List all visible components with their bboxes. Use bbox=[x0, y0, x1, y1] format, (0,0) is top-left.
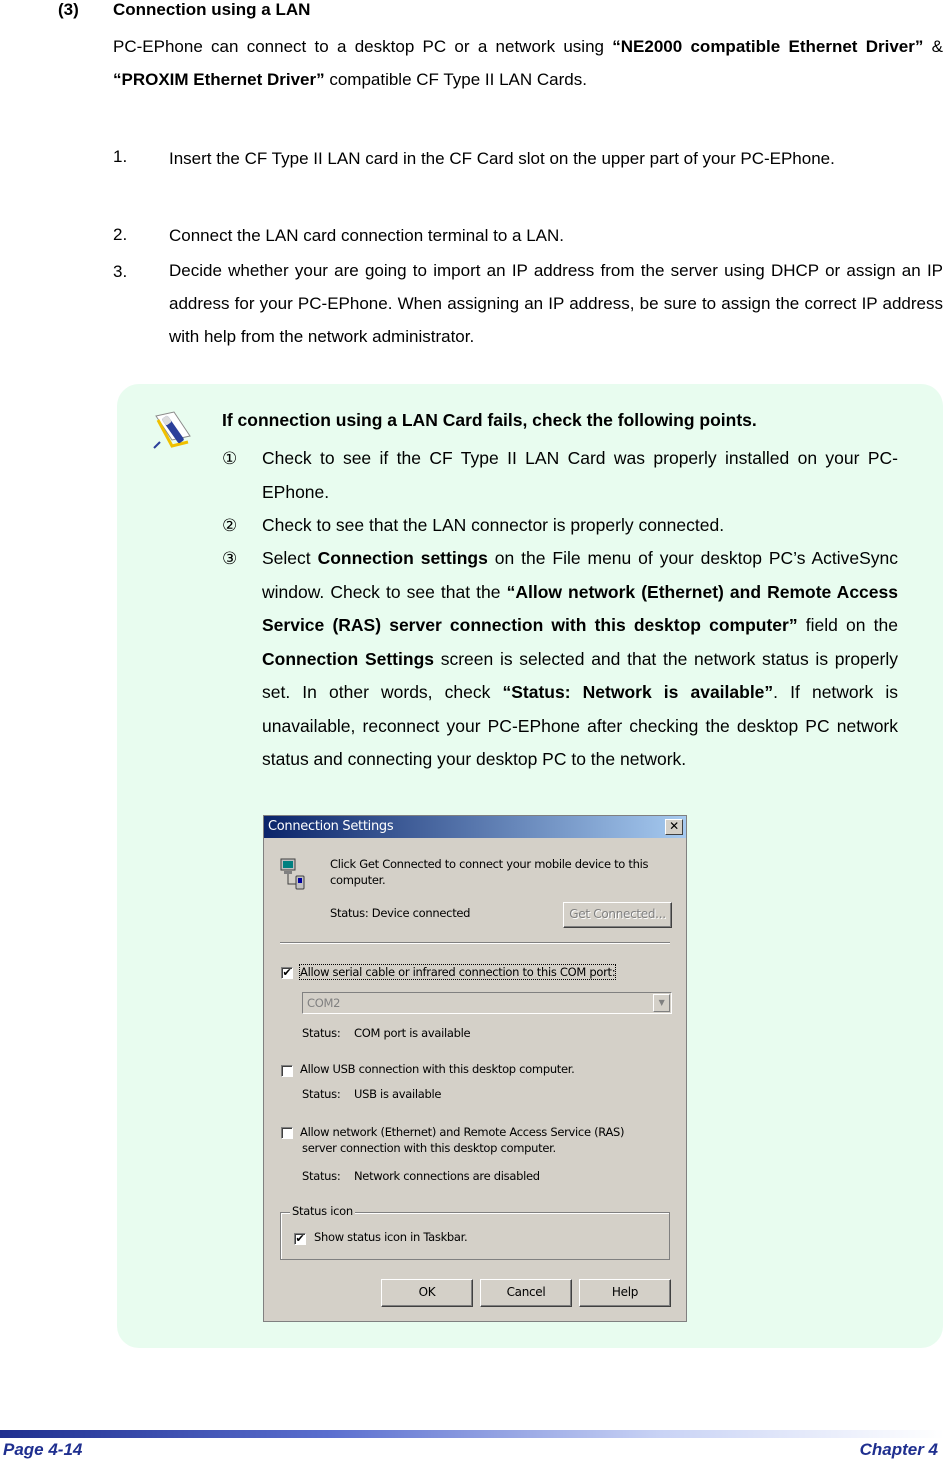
section-title: Connection using a LAN bbox=[113, 0, 311, 19]
network-label[interactable]: Allow network (Ethernet) and Remote Access Service (RAS) bbox=[300, 1125, 625, 1139]
note-heading: If connection using a LAN Card fails, check the following points. bbox=[222, 410, 757, 430]
note-text-span: field on the bbox=[797, 615, 899, 635]
network-status-label: Status: bbox=[302, 1169, 341, 1183]
dialog-title: Connection Settings bbox=[268, 819, 394, 834]
note-item-mark: ② bbox=[222, 516, 238, 535]
connect-message: computer. bbox=[330, 873, 386, 887]
note-bold-span: “Allow network (Ethernet) and Remote Access Service (RAS) server connection with this desktop computer” bbox=[262, 581, 898, 635]
connection-settings-dialog bbox=[263, 815, 687, 1322]
com-status-value: COM port is available bbox=[354, 1026, 471, 1040]
note-item-text: Check to see that the LAN connector is properly connected. bbox=[262, 515, 725, 535]
device-status: Status: Device connected bbox=[330, 906, 471, 920]
step-number: 1. bbox=[113, 147, 128, 166]
intro-bold-2: “PROXIM Ethernet Driver” bbox=[113, 70, 325, 89]
note-text-span: Select bbox=[262, 548, 318, 568]
step-text: Decide whether your are going to import an IP address from the server using DHCP or assign an IP address for your PC-EPhone. When assigning an IP address, be sure to assign the correct IP address with help from the network administrator. bbox=[169, 261, 943, 346]
taskbar-checkbox[interactable]: ✔ bbox=[295, 1232, 305, 1245]
help-button[interactable]: Help bbox=[579, 1279, 671, 1307]
network-label[interactable]: server connection with this desktop computer. bbox=[302, 1141, 556, 1155]
separator bbox=[280, 942, 670, 944]
cancel-button[interactable]: Cancel bbox=[480, 1279, 572, 1307]
serial-checkbox[interactable]: ✔ bbox=[282, 966, 292, 979]
step-text: Connect the LAN card connection terminal to a LAN. bbox=[169, 226, 564, 245]
get-connected-button[interactable]: Get Connected... bbox=[563, 902, 672, 928]
intro-paragraph bbox=[113, 30, 943, 96]
note-bold-span: “Status: Network is available” bbox=[502, 682, 774, 702]
note-text-span: screen is selected and that the network status is properly set. In other words, check bbox=[262, 648, 899, 702]
usb-status-value: USB is available bbox=[354, 1087, 442, 1101]
note-item-mark: ③ bbox=[222, 549, 238, 568]
com-port-value: COM2 bbox=[307, 996, 341, 1010]
intro-bold-1: “NE2000 compatible Ethernet Driver” bbox=[612, 37, 924, 56]
network-checkbox[interactable] bbox=[281, 1127, 293, 1139]
section-number: (3) bbox=[58, 0, 79, 19]
step-number: 2. bbox=[113, 225, 128, 244]
dialog-title-bar bbox=[264, 816, 686, 838]
com-status-label: Status: bbox=[302, 1026, 341, 1040]
step-text: Insert the CF Type II LAN card in the CF Card slot on the upper part of your PC-EPhone. bbox=[169, 149, 835, 168]
step-number: 3. bbox=[113, 262, 128, 281]
status-icon-group-label: Status icon bbox=[292, 1204, 353, 1218]
pen-note-icon bbox=[150, 406, 198, 454]
note-text-span: . If network is unavailable, reconnect your PC-EPhone after checking the desktop PC network status and connecting your desktop PC to the network. bbox=[262, 682, 898, 769]
taskbar-label[interactable]: Show status icon in Taskbar. bbox=[314, 1230, 468, 1244]
intro-text-3: compatible CF Type II LAN Cards. bbox=[324, 70, 587, 89]
chapter-label: Chapter 4 bbox=[859, 1440, 938, 1459]
usb-checkbox[interactable] bbox=[281, 1065, 293, 1077]
note-item-mark: ① bbox=[222, 449, 238, 468]
ok-button[interactable]: OK bbox=[381, 1279, 473, 1307]
note-bold-span: Connection Settings bbox=[262, 648, 434, 669]
usb-status-label: Status: bbox=[302, 1087, 341, 1101]
note-text-span: on the File menu of your desktop PC’s ActiveSync window. Check to see that the bbox=[262, 548, 899, 602]
intro-text-1: PC-EPhone can connect to a desktop PC or a network using bbox=[113, 37, 613, 56]
note-bold-span: Connection settings bbox=[317, 548, 488, 568]
page-number: Page 4-14 bbox=[3, 1440, 83, 1459]
note-item-text bbox=[262, 542, 898, 777]
note-item-text: Check to see if the CF Type II LAN Card was properly installed on your PC-EPhone. bbox=[262, 448, 898, 502]
intro-text-2: & bbox=[923, 37, 943, 56]
com-port-select[interactable] bbox=[302, 992, 672, 1014]
close-button[interactable]: ✕ bbox=[665, 819, 683, 835]
serial-label[interactable]: Allow serial cable or infrared connection to this COM port: bbox=[300, 965, 616, 979]
connect-message: Click Get Connected to connect your mobile device to this bbox=[330, 857, 649, 871]
footer-bar bbox=[0, 1430, 944, 1438]
usb-label[interactable]: Allow USB connection with this desktop computer. bbox=[300, 1062, 575, 1076]
chevron-down-icon[interactable]: ▼ bbox=[653, 994, 670, 1012]
computer-device-icon bbox=[280, 858, 304, 890]
network-status-value: Network connections are disabled bbox=[354, 1169, 540, 1183]
